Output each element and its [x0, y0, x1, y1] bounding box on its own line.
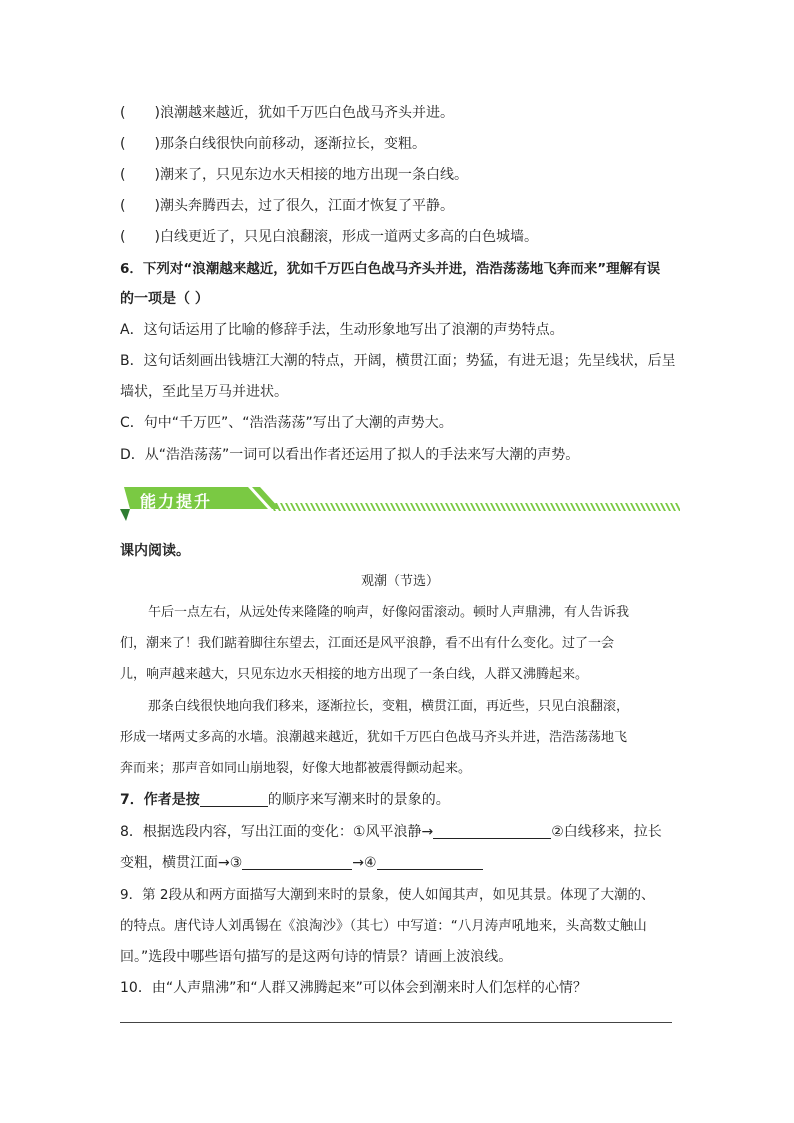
option-b[interactable]: B．这句话刻画出钱塘江大潮的特点，开阔，横贯江面；势猛，有进无退；先呈线状，后呈 — [120, 353, 676, 369]
banner-hatch-stripe — [345, 503, 351, 511]
question-8-cont: 变粗，横贯江面→③ →④ — [120, 853, 680, 873]
banner-hatch-stripe — [465, 503, 471, 511]
banner-hatch-stripe — [645, 503, 651, 511]
banner-hatch-stripe — [440, 503, 446, 511]
question-6-stem-cont: 的一项是（ ） — [120, 291, 209, 307]
banner-hatch-stripe — [420, 503, 426, 511]
passage-line: 形成一堵两丈多高的水墙。浪潮越来越近，犹如千万匹白色战马齐头并进，浩浩荡荡地飞 — [120, 730, 628, 745]
order-item — [120, 134, 680, 154]
banner-hatch-stripe — [285, 503, 291, 511]
option-b-cont: 墙状，至此呈万马并进状。 — [120, 384, 288, 400]
banner-hatch-stripe — [610, 503, 616, 511]
option-c[interactable]: C．句中“千万匹”、“浩浩荡荡”写出了大潮的声势大。 — [120, 415, 453, 431]
question-10: 10．由“人声鼎沸”和“人群又沸腾起来”可以体会到潮来时人们怎样的心情？ — [120, 980, 587, 996]
order-item — [120, 103, 680, 123]
banner-hatch-stripe — [585, 503, 591, 511]
banner-hatch-stripe — [550, 503, 556, 511]
banner-hatch-stripe — [365, 503, 371, 511]
banner-label: 能力提升 — [140, 492, 213, 511]
banner-hatch-stripe — [305, 503, 311, 511]
banner-hatch-stripe — [370, 503, 376, 511]
question-9: 9．第 2段从和两方面描写大潮到来时的景象，使人如闻其声，如见其景。体现了大潮的、 — [120, 887, 655, 903]
answer-paren[interactable]: ( ) — [120, 105, 160, 121]
question-6-stem: 6．下列对“浪潮越来越近，犹如千万匹白色战马齐头并进，浩浩荡荡地飞奔而来”理解有误 — [120, 261, 661, 277]
banner-hatch-stripe — [595, 503, 601, 511]
banner-hatch-stripe — [655, 503, 661, 511]
banner-hatch-stripe — [410, 503, 416, 511]
banner-hatch-stripe — [665, 503, 671, 511]
question-7: 7．作者是按 的顺序来写潮来时的景象的。 — [120, 792, 450, 808]
banner-hatch-stripe — [355, 503, 361, 511]
answer-paren[interactable]: ( ) — [120, 136, 160, 152]
banner-hatch-stripe — [515, 503, 521, 511]
option-a[interactable]: A．这句话运用了比喻的修辞手法，生动形象地写出了浪潮的声势特点。 — [120, 322, 564, 338]
passage-title: 观潮（节选） — [360, 574, 439, 589]
order-item-text: 白线更近了，只见白浪翻滚，形成一道两丈多高的白色城墙。 — [160, 229, 538, 245]
passage-line: 儿，响声越来越大，只见东边水天相接的地方出现了一条白线，人群又沸腾起来。 — [120, 667, 589, 682]
answer-blank[interactable] — [200, 790, 268, 807]
banner-hatch-stripe — [460, 503, 466, 511]
question-9-cont: 回。”选段中哪些语句描写的是这两句诗的情景？请画上波浪线。 — [120, 949, 513, 965]
banner-hatch-stripe — [340, 503, 346, 511]
banner-hatch-stripe — [290, 503, 296, 511]
banner-hatch-stripe — [640, 503, 646, 511]
banner-hatch-stripe — [540, 503, 546, 511]
banner-hatch-stripe — [615, 503, 621, 511]
banner-hatch-stripe — [590, 503, 596, 511]
banner-hatch-stripe — [390, 503, 396, 511]
banner-hatch-stripe — [350, 503, 356, 511]
answer-blank[interactable] — [377, 853, 483, 870]
banner-hatch-stripe — [510, 503, 516, 511]
passage-line: 奔而来；那声音如同山崩地裂，好像大地都被震得颤动起来。 — [120, 761, 472, 776]
banner-hatch-stripe — [280, 503, 286, 511]
banner-hatch-stripe — [435, 503, 441, 511]
banner-hatch-stripe — [565, 503, 571, 511]
banner-hatch-stripe — [570, 503, 576, 511]
banner-hatch-stripe — [580, 503, 586, 511]
banner-hatch-stripe — [335, 503, 341, 511]
order-item — [120, 165, 680, 185]
banner-hatch-stripe — [630, 503, 636, 511]
banner-hatch-stripe — [625, 503, 631, 511]
banner-hatch-stripe — [635, 503, 641, 511]
banner-hatch-stripe — [620, 503, 626, 511]
banner-hatch-stripe — [400, 503, 406, 511]
order-item — [120, 196, 680, 216]
answer-paren[interactable]: ( ) — [120, 167, 160, 183]
banner-hatch-stripe — [505, 503, 511, 511]
order-item-text: 潮头奔腾西去，过了很久，江面才恢复了平静。 — [160, 198, 454, 214]
banner-hatch-stripe — [600, 503, 606, 511]
banner-hatch-stripe — [500, 503, 506, 511]
order-item-text: 那条白线很快向前移动，逐渐拉长，变粗。 — [160, 136, 426, 152]
banner-hatch-stripe — [605, 503, 611, 511]
banner-hatch-stripe — [295, 503, 301, 511]
banner-hatch-stripe — [450, 503, 456, 511]
banner-hatch-stripe — [475, 503, 481, 511]
banner-hatch-stripe — [535, 503, 541, 511]
option-d[interactable]: D．从“浩浩荡荡”一词可以看出作者还运用了拟人的手法来写大潮的声势。 — [120, 447, 580, 463]
banner-hatch-stripe — [425, 503, 431, 511]
banner-hatch-stripe — [660, 503, 666, 511]
banner-hatch-stripe — [670, 503, 676, 511]
banner-hatch-stripe — [480, 503, 486, 511]
banner-hatch-stripe — [455, 503, 461, 511]
banner-hatch-stripe — [375, 503, 381, 511]
banner-hatch-stripe — [490, 503, 496, 511]
banner-hatch-stripe — [525, 503, 531, 511]
banner-hatch-stripe — [560, 503, 566, 511]
passage-line: 那条白线很快地向我们移来，逐渐拉长，变粗，横贯江面，再近些，只见白浪翻滚， — [148, 699, 630, 714]
section-banner — [120, 481, 680, 523]
answer-blank[interactable] — [242, 853, 352, 870]
banner-hatch-stripe — [405, 503, 411, 511]
order-item-text: 潮来了，只见东边水天相接的地方出现一条白线。 — [160, 167, 468, 183]
banner-hatch-stripe — [650, 503, 656, 511]
banner-hatch-stripe — [495, 503, 501, 511]
banner-hatch-stripe — [320, 503, 326, 511]
answer-blank[interactable] — [433, 822, 551, 839]
banner-hatch-stripe — [470, 503, 476, 511]
banner-hatch-stripe — [325, 503, 331, 511]
banner-hatch-stripe — [520, 503, 526, 511]
passage-line: 午后一点左右，从远处传来隆隆的响声，好像闷雷滚动。顿时人声鼎沸，有人告诉我 — [148, 605, 630, 620]
banner-hatch-stripe — [530, 503, 536, 511]
answer-line[interactable] — [120, 1022, 672, 1023]
banner-hatch-stripe — [300, 503, 306, 511]
order-item-text: 浪潮越来越近，犹如千万匹白色战马齐头并进。 — [160, 105, 454, 121]
answer-paren[interactable]: ( ) — [120, 198, 160, 214]
banner-hatch-stripe — [380, 503, 386, 511]
banner-hatch-stripe — [675, 503, 680, 511]
order-item — [120, 227, 680, 247]
banner-hatch-stripe — [430, 503, 436, 511]
banner-hatch-stripe — [385, 503, 391, 511]
banner-hatch-stripe — [575, 503, 581, 511]
reading-intro: 课内阅读。 — [120, 543, 190, 559]
answer-paren[interactable]: ( ) — [120, 229, 160, 245]
banner-hatch-stripe — [545, 503, 551, 511]
banner-hatch-stripe — [485, 503, 491, 511]
question-8: 8．根据选段内容，写出江面的变化：①风平浪静→ ②白线移来，拉长 — [120, 824, 662, 840]
passage-line: 们，潮来了！我们踮着脚往东望去，江面还是风平浪静，看不出有什么变化。过了一会 — [120, 636, 615, 651]
banner-hatch-stripe — [445, 503, 451, 511]
banner-hatch-stripe — [310, 503, 316, 511]
banner-hatch-stripe — [360, 503, 366, 511]
question-9-cont: 的特点。唐代诗人刘禹锡在《浪淘沙》（其七）中写道：“八月涛声吼地来，头高数丈触山 — [120, 918, 647, 934]
banner-hatch-stripe — [330, 503, 336, 511]
banner-hatch-stripe — [395, 503, 401, 511]
banner-hatch-stripe — [415, 503, 421, 511]
banner-hatch-stripe — [555, 503, 561, 511]
banner-hatch-stripe — [315, 503, 321, 511]
